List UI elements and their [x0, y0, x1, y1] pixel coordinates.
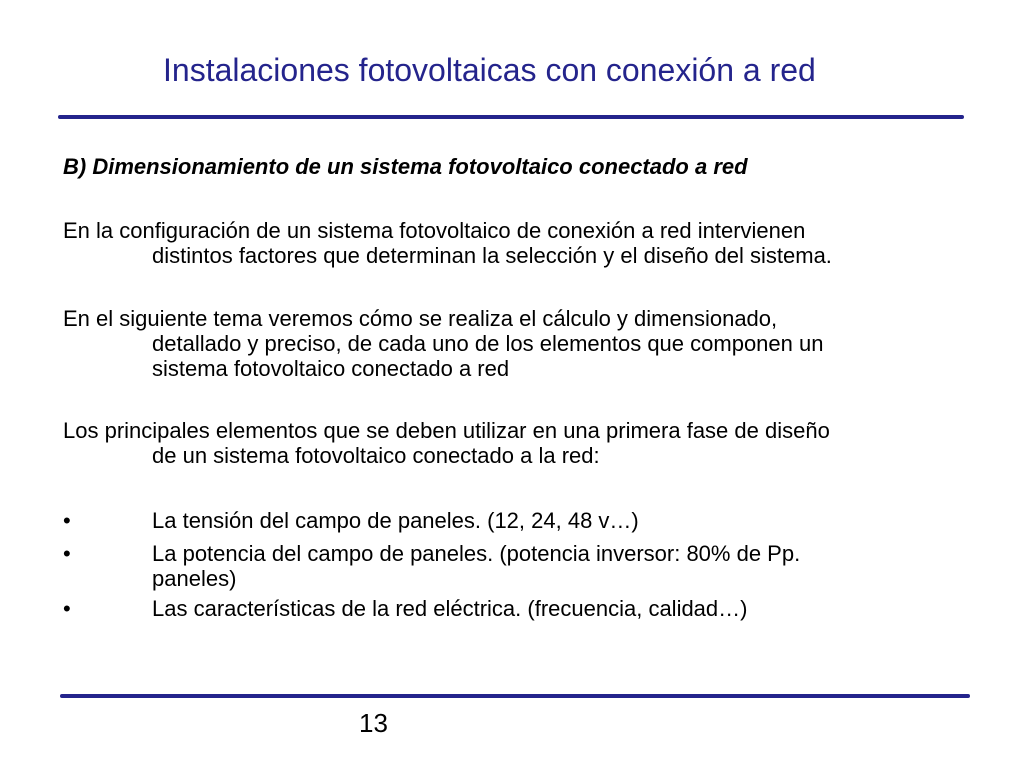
paragraph-line: En el siguiente tema veremos cómo se realiza el cálculo y dimensionado, [63, 306, 778, 331]
paragraph-line: detallado y preciso, de cada uno de los elementos que componen un [152, 331, 824, 356]
paragraph-next-topic [63, 306, 963, 381]
title-divider [58, 115, 964, 119]
bullet-icon: • [63, 541, 71, 566]
page-number: 13 [359, 708, 388, 738]
section-subtitle: B) Dimensionamiento de un sistema fotovoltaico conectado a red [63, 154, 748, 179]
bullet-text: Las características de la red eléctrica. (frecuencia, calidad…) [152, 596, 748, 621]
bullet-text: La potencia del campo de paneles. (potencia inversor: 80% de Pp. [152, 541, 801, 566]
slide-title: Instalaciones fotovoltaicas con conexión a red [163, 52, 816, 88]
bullet-icon: • [63, 596, 71, 621]
paragraph-line: distintos factores que determinan la selección y el diseño del sistema. [152, 243, 832, 268]
paragraph-line: sistema fotovoltaico conectado a red [152, 356, 510, 381]
bullet-icon: • [63, 508, 71, 533]
footer-divider [60, 694, 970, 698]
bullet-text: La tensión del campo de paneles. (12, 24, 48 v…) [152, 508, 639, 533]
paragraph-line: En la configuración de un sistema fotovoltaico de conexión a red intervienen [63, 218, 806, 243]
bullet-text: paneles) [152, 566, 237, 591]
paragraph-configuration [63, 218, 963, 268]
paragraph-line: Los principales elementos que se deben utilizar en una primera fase de diseño [63, 418, 830, 443]
paragraph-line: de un sistema fotovoltaico conectado a la red: [152, 443, 600, 468]
paragraph-main-elements [63, 418, 963, 468]
